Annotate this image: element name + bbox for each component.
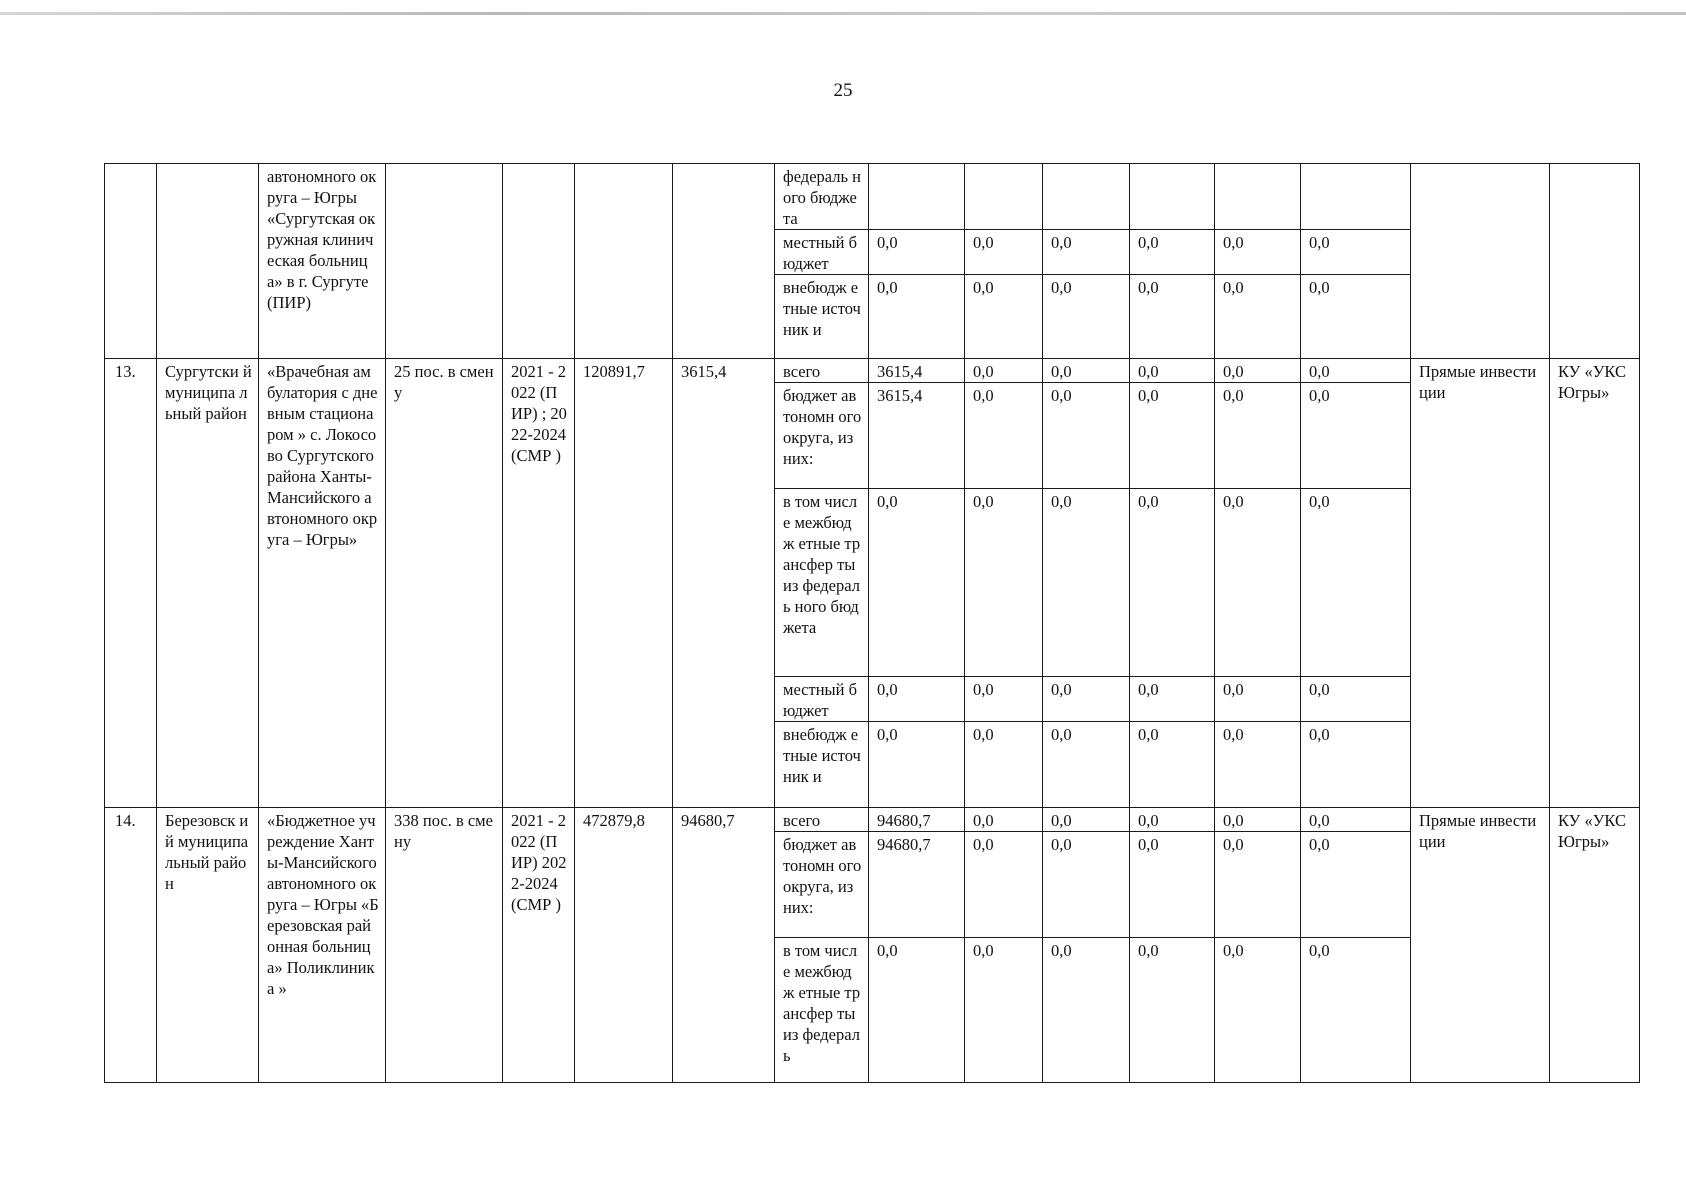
district-cell: Березовск ий муниципа льный район [157,808,259,1083]
value-cell: 0,0 [869,677,965,722]
value-cell: 0,0 [1043,832,1130,938]
value-cell: 0,0 [1130,938,1215,1083]
investment-type-cell: Прямые инвестиции [1411,808,1550,1083]
value-cell: 0,0 [1130,677,1215,722]
source-name-cell: внебюдж етные источник и [775,275,869,359]
remaining-cell [673,164,775,359]
object-name-cell: «Бюджетное учреждение Ханты-Мансийского автономного округа – Югры «Березовская районная больница» Поликлиника » [259,808,386,1083]
period-cell: 2021 - 2022 (ПИР) ; 2022-2024 (СМР ) [503,359,575,808]
value-cell [965,164,1043,230]
value-cell: 3615,4 [869,383,965,489]
table-row [105,359,1640,383]
value-cell: 0,0 [869,938,965,1083]
value-cell: 0,0 [1043,230,1130,275]
source-name-cell: внебюдж етные источник и [775,722,869,808]
source-name-cell: всего [775,808,869,832]
value-cell: 0,0 [1301,808,1411,832]
customer-cell [1550,164,1640,359]
value-cell: 0,0 [1301,383,1411,489]
value-cell: 0,0 [1301,938,1411,1083]
value-cell: 0,0 [1215,230,1301,275]
source-name-cell: местный бюджет [775,230,869,275]
value-cell: 0,0 [1130,275,1215,359]
investment-type-cell: Прямые инвестиции [1411,359,1550,808]
value-cell: 0,0 [1301,230,1411,275]
value-cell [869,164,965,230]
value-cell: 0,0 [965,489,1043,677]
value-cell: 0,0 [1215,677,1301,722]
value-cell: 0,0 [1215,722,1301,808]
capacity-cell [386,164,503,359]
capacity-cell: 338 пос. в смену [386,808,503,1083]
row-number-cell: 13. [105,359,157,808]
page-number: 25 [833,80,853,101]
period-cell: 2021 - 2022 (ПИР) 2022-2024 (СМР ) [503,808,575,1083]
value-cell: 0,0 [1301,275,1411,359]
value-cell: 0,0 [965,808,1043,832]
value-cell: 0,0 [1301,722,1411,808]
value-cell: 0,0 [1130,383,1215,489]
value-cell: 0,0 [1130,230,1215,275]
district-cell: Сургутски й муниципа льный район [157,359,259,808]
value-cell: 0,0 [1215,832,1301,938]
remaining-cell: 3615,4 [673,359,775,808]
value-cell: 0,0 [1043,677,1130,722]
value-cell: 0,0 [965,359,1043,383]
value-cell: 0,0 [1043,938,1130,1083]
value-cell: 3615,4 [869,359,965,383]
value-cell: 0,0 [1215,938,1301,1083]
value-cell: 0,0 [965,275,1043,359]
row-number-cell [105,164,157,359]
value-cell: 0,0 [1215,275,1301,359]
value-cell [1301,164,1411,230]
value-cell: 0,0 [1215,383,1301,489]
value-cell: 0,0 [1043,722,1130,808]
source-name-cell: бюджет автономн ого округа, из них: [775,832,869,938]
value-cell: 0,0 [965,722,1043,808]
capacity-cell: 25 пос. в смену [386,359,503,808]
customer-cell: КУ «УКС Югры» [1550,808,1640,1083]
cost-cell [575,164,673,359]
value-cell: 0,0 [1043,808,1130,832]
source-name-cell: в том числе межбюдж етные трансфер ты из федераль [775,938,869,1083]
value-cell: 0,0 [869,489,965,677]
object-name-cell: «Врачебная амбулатория с дневным стационаром » с. Локосово Сургутского района Ханты-Мансийского автономного округа – Югры» [259,359,386,808]
value-cell: 0,0 [869,722,965,808]
scan-edge-line [0,12,1686,15]
remaining-cell: 94680,7 [673,808,775,1083]
value-cell: 0,0 [1301,832,1411,938]
value-cell: 0,0 [1043,383,1130,489]
source-name-cell: местный бюджет [775,677,869,722]
row-number-cell: 14. [105,808,157,1083]
source-name-cell: в том числе межбюдж етные трансфер ты из федераль ного бюджета [775,489,869,677]
value-cell: 0,0 [965,230,1043,275]
value-cell: 0,0 [965,832,1043,938]
source-name-cell: федераль ного бюджета [775,164,869,230]
value-cell: 0,0 [1130,832,1215,938]
value-cell: 0,0 [1301,677,1411,722]
value-cell: 0,0 [869,230,965,275]
source-name-cell: всего [775,359,869,383]
value-cell: 0,0 [965,383,1043,489]
value-cell: 0,0 [1130,359,1215,383]
value-cell: 94680,7 [869,808,965,832]
investment-table [104,163,1640,1083]
value-cell: 0,0 [1215,808,1301,832]
value-cell: 0,0 [1215,489,1301,677]
table-row [105,808,1640,832]
cost-cell: 472879,8 [575,808,673,1083]
investment-type-cell [1411,164,1550,359]
value-cell: 94680,7 [869,832,965,938]
table-row [105,164,1640,230]
value-cell: 0,0 [1130,808,1215,832]
value-cell [1043,164,1130,230]
object-name-cell: автономного округа – Югры «Сургутская окружная клиническая больница» в г. Сургуте (ПИР) [259,164,386,359]
value-cell: 0,0 [1130,722,1215,808]
customer-cell: КУ «УКС Югры» [1550,359,1640,808]
value-cell: 0,0 [965,938,1043,1083]
value-cell: 0,0 [1130,489,1215,677]
value-cell: 0,0 [1301,489,1411,677]
source-name-cell: бюджет автономн ого округа, из них: [775,383,869,489]
value-cell: 0,0 [1043,489,1130,677]
district-cell [157,164,259,359]
value-cell: 0,0 [869,275,965,359]
period-cell [503,164,575,359]
value-cell [1215,164,1301,230]
value-cell: 0,0 [965,677,1043,722]
value-cell [1130,164,1215,230]
value-cell: 0,0 [1043,275,1130,359]
cost-cell: 120891,7 [575,359,673,808]
value-cell: 0,0 [1301,359,1411,383]
value-cell: 0,0 [1043,359,1130,383]
value-cell: 0,0 [1215,359,1301,383]
